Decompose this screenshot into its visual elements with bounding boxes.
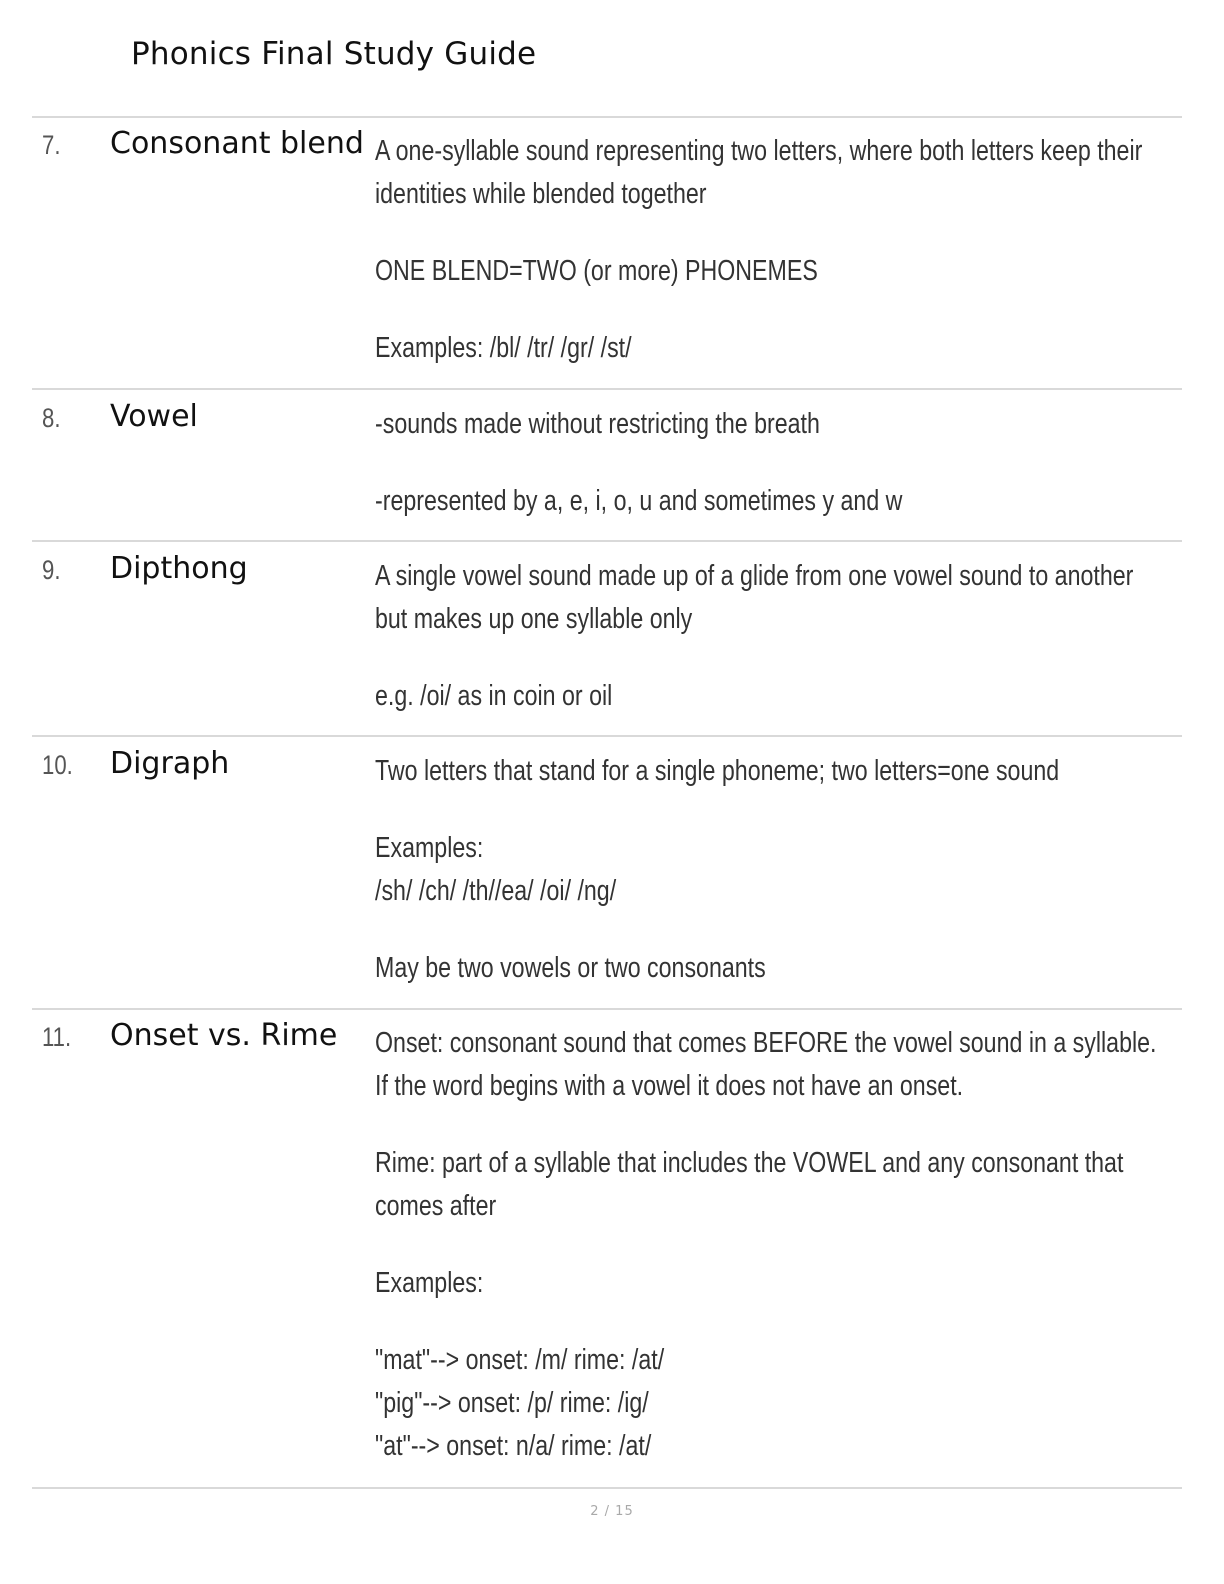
card-number: 10. [42, 750, 73, 780]
definition-paragraph: May be two vowels or two consonants [375, 952, 766, 984]
definition-paragraph: Onset: consonant sound that comes BEFORE the vowel sound in a syllable. If the word begins with a vowel it does not have an onset. [375, 1027, 1157, 1102]
card-number: 9. [42, 555, 61, 585]
card-definition [375, 1022, 1165, 1468]
card-term: Consonant blend [110, 126, 364, 161]
page-title: Phonics Final Study Guide [131, 36, 537, 72]
definition-paragraph: A single vowel sound made up of a glide from one vowel sound to another but makes up one syllable only [375, 560, 1134, 635]
card-definition [375, 403, 1165, 523]
card-term: Dipthong [110, 551, 248, 586]
definition-paragraph: ONE BLEND=TWO (or more) PHONEMES [375, 255, 818, 287]
card-number: 8. [42, 403, 61, 433]
definition-paragraph: "mat"--> onset: /m/ rime: /at/ "pig"--> onset: /p/ rime: /ig/ "at"--> onset: n/a/ rime: /at/ [375, 1344, 665, 1462]
card-definition [375, 130, 1165, 370]
definition-paragraph: Two letters that stand for a single phoneme; two letters=one sound [375, 755, 1060, 787]
divider [32, 1008, 1182, 1010]
page-number: 2 / 15 [590, 1504, 634, 1519]
divider [32, 540, 1182, 542]
card-term: Onset vs. Rime [110, 1018, 338, 1053]
divider [32, 1487, 1182, 1489]
definition-paragraph: Examples: [375, 1267, 484, 1299]
divider [32, 116, 1182, 118]
definition-paragraph: -represented by a, e, i, o, u and sometimes y and w [375, 485, 903, 517]
divider [32, 388, 1182, 390]
definition-paragraph: Examples: /bl/ /tr/ /gr/ /st/ [375, 332, 632, 364]
definition-paragraph: A one-syllable sound representing two letters, where both letters keep their identities while blended together [375, 135, 1143, 210]
definition-paragraph: -sounds made without restricting the breath [375, 408, 820, 440]
card-number: 11. [42, 1022, 72, 1052]
definition-paragraph: Examples: /sh/ /ch/ /th//ea/ /oi/ /ng/ [375, 832, 617, 907]
definition-paragraph: e.g. /oi/ as in coin or oil [375, 680, 613, 712]
card-definition [375, 750, 1165, 990]
card-term: Vowel [110, 399, 198, 434]
definition-paragraph: Rime: part of a syllable that includes the VOWEL and any consonant that comes after [375, 1147, 1124, 1222]
card-term: Digraph [110, 746, 230, 781]
divider [32, 735, 1182, 737]
card-number: 7. [42, 130, 61, 160]
card-definition [375, 555, 1165, 718]
